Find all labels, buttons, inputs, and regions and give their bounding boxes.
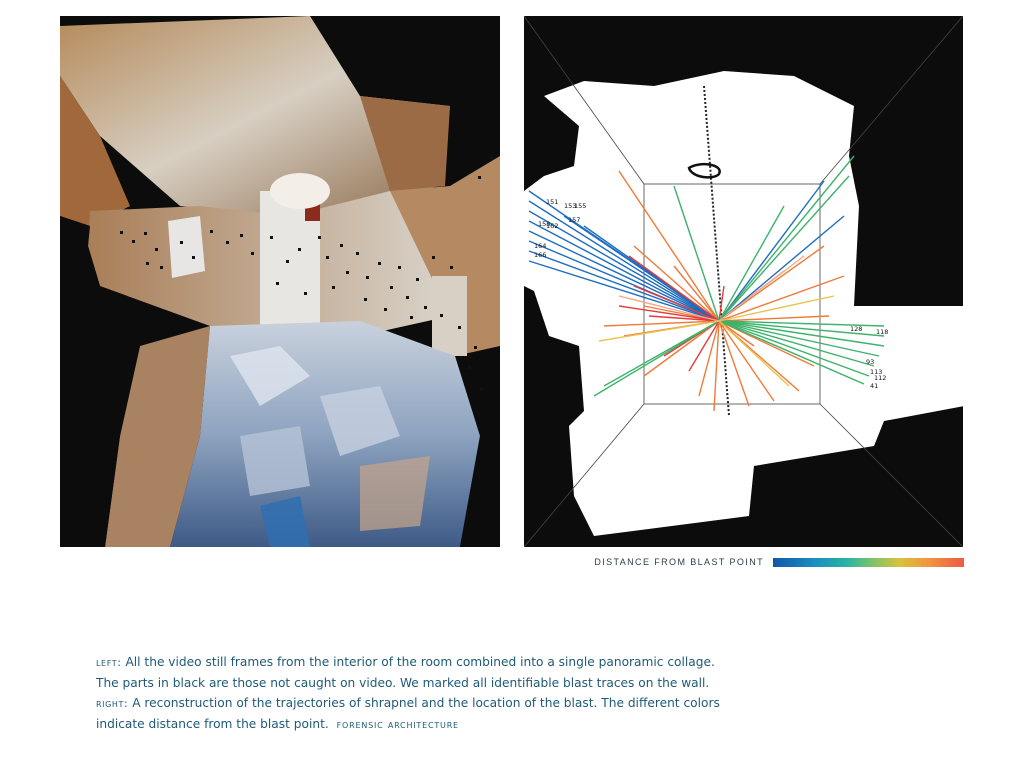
distance-legend: [560, 556, 964, 570]
right-wall-door: [432, 276, 467, 356]
label-upper-left-0: 151: [546, 198, 559, 206]
label-upper-left-5: 162: [546, 222, 559, 230]
label-upper-left-4: 158: [538, 220, 551, 228]
collage-illustration: [60, 16, 500, 547]
label-right-5: 128: [850, 325, 863, 333]
panoramic-collage-image: [60, 16, 500, 547]
figure-caption: [96, 652, 721, 735]
label-right-3: 41: [870, 382, 879, 390]
trajectory-illustration: [524, 16, 963, 547]
caption-right-label: right:: [96, 697, 129, 710]
trajectory-reconstruction-image: [524, 16, 963, 547]
rubble-pile: [170, 321, 480, 547]
label-upper-left-1: 153: [564, 202, 577, 210]
paper-sheet: [168, 216, 205, 278]
ceiling-light-spot: [270, 173, 330, 209]
label-right-0: 93: [866, 358, 875, 366]
label-right-4: 118: [876, 328, 889, 336]
label-upper-left-3: 157: [568, 216, 581, 224]
legend-label: DISTANCE FROM BLAST POINT: [594, 557, 764, 567]
label-right-1: 113: [870, 368, 883, 376]
label-upper-left-2: 155: [574, 202, 587, 210]
label-upper-left-7: 166: [534, 251, 547, 259]
caption-left-text: All the video still frames from the interior of the room combined into a single panoramic collage. The parts in black are those not caught on video. We marked all identifiable blast traces on the wall.: [96, 655, 715, 690]
caption-right-text: A reconstruction of the trajectories of shrapnel and the location of the blast. The different colors indicate distance from the blast point.: [96, 696, 720, 731]
label-right-2: 112: [874, 374, 887, 382]
label-upper-left-6: 164: [534, 242, 547, 250]
caption-left-label: left:: [96, 656, 122, 669]
caption-credit: forensic architecture: [336, 718, 459, 731]
legend-color-bar: [773, 558, 964, 567]
